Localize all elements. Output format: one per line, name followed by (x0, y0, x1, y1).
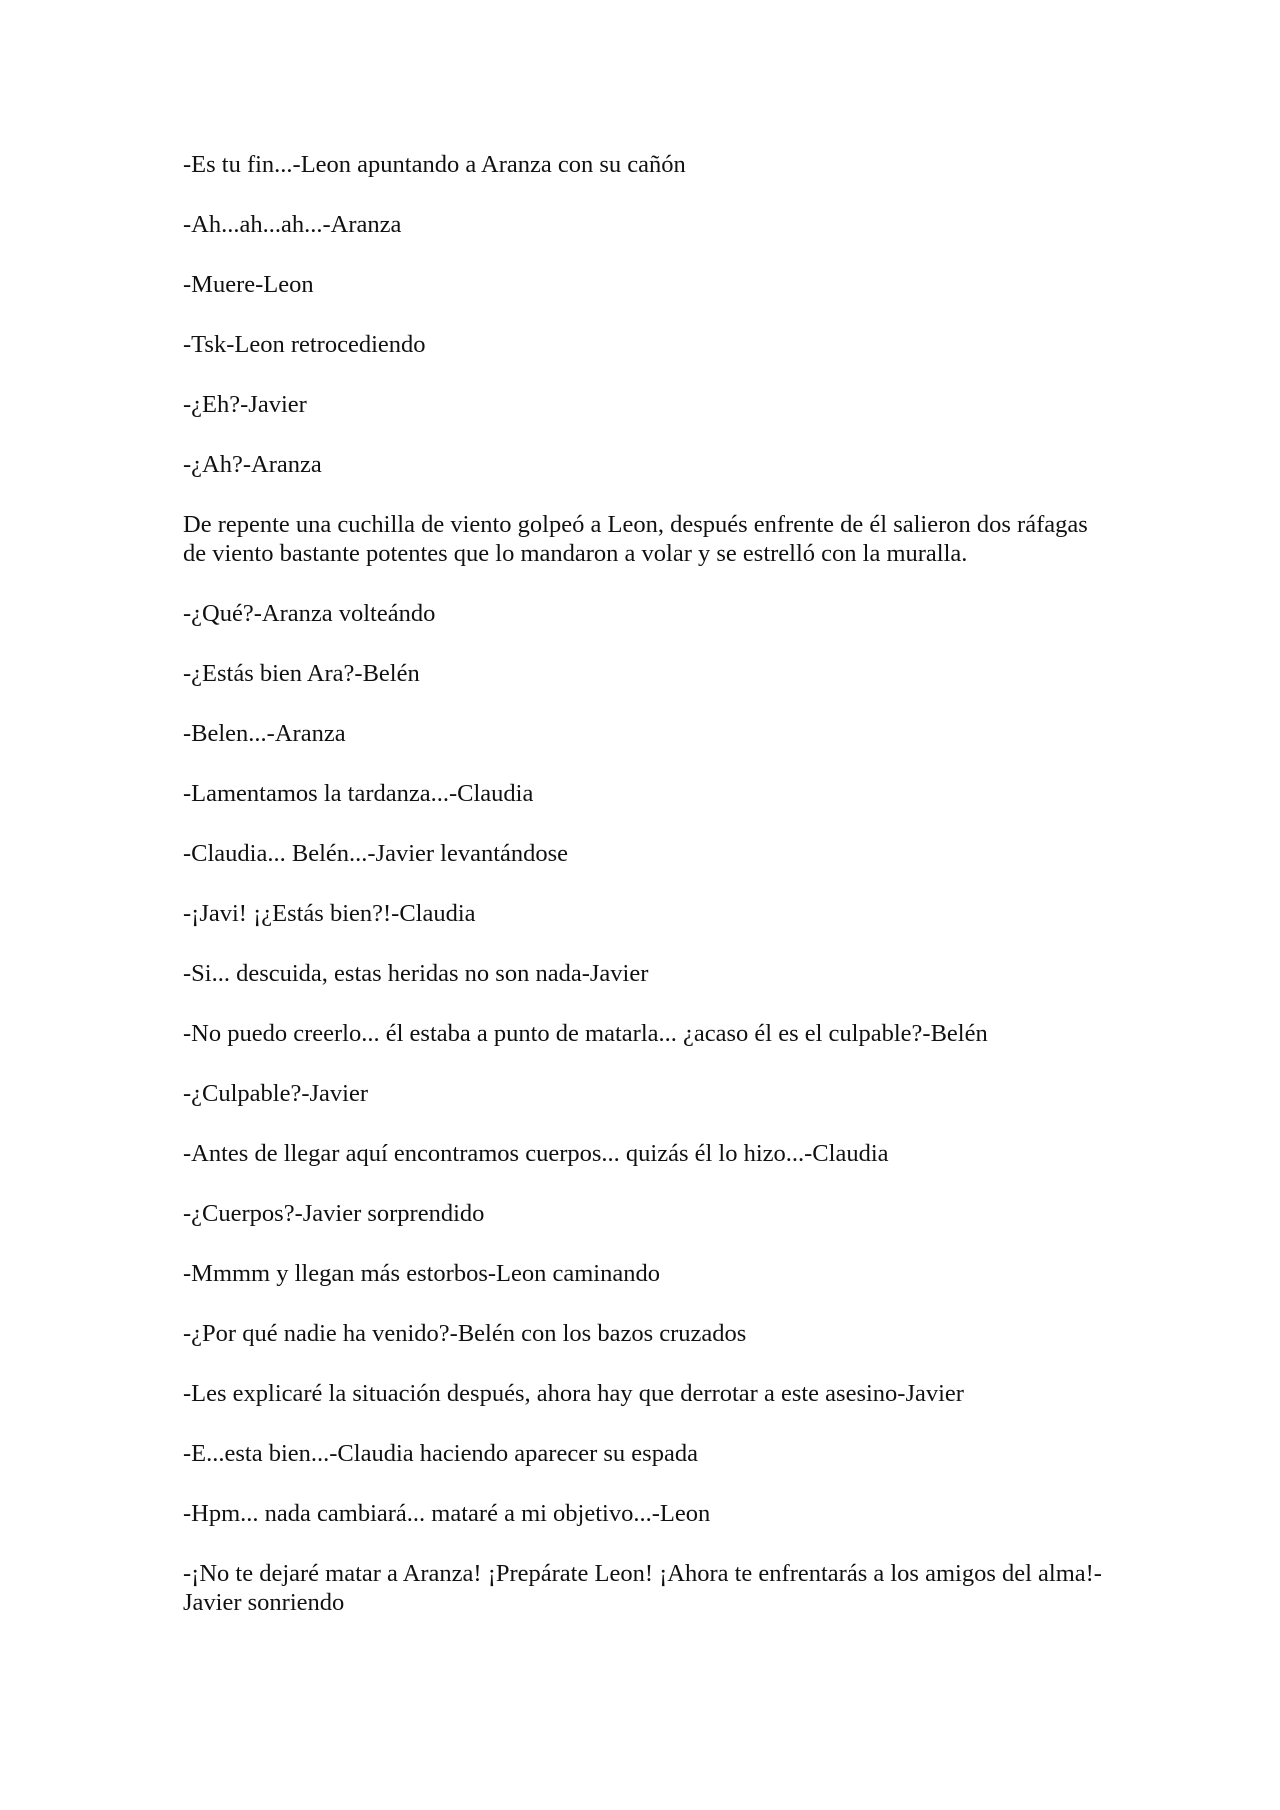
dialogue-line: -Tsk-Leon retrocediendo (183, 331, 426, 358)
dialogue-line: -¿Estás bien Ara?-Belén (183, 660, 420, 687)
dialogue-line: -Ah...ah...ah...-Aranza (183, 211, 402, 238)
dialogue-line: -Antes de llegar aquí encontramos cuerpos... quizás él lo hizo...-Claudia (183, 1140, 889, 1167)
dialogue-line: -¿Qué?-Aranza volteándo (183, 600, 436, 627)
dialogue-line: -Belen...-Aranza (183, 720, 346, 747)
dialogue-line: -Es tu fin...-Leon apuntando a Aranza con su cañón (183, 151, 686, 178)
dialogue-line: -Mmmm y llegan más estorbos-Leon caminando (183, 1260, 660, 1287)
dialogue-line: -¿Cuerpos?-Javier sorprendido (183, 1200, 485, 1227)
dialogue-line: -Hpm... nada cambiará... mataré a mi objetivo...-Leon (183, 1500, 711, 1527)
dialogue-line: -E...esta bien...-Claudia haciendo aparecer su espada (183, 1440, 698, 1467)
dialogue-line: -Les explicaré la situación después, ahora hay que derrotar a este asesino-Javier (183, 1380, 964, 1407)
document-body (183, 150, 1103, 1648)
dialogue-line: -¿Culpable?-Javier (183, 1080, 369, 1107)
dialogue-line: -Si... descuida, estas heridas no son nada-Javier (183, 960, 649, 987)
dialogue-line: -¿Ah?-Aranza (183, 451, 322, 478)
dialogue-line: -Muere-Leon (183, 271, 314, 298)
dialogue-line: -No puedo creerlo... él estaba a punto de matarla... ¿acaso él es el culpable?-Belén (183, 1020, 988, 1047)
dialogue-line: -¡No te dejaré matar a Aranza! ¡Prepárate Leon! ¡Ahora te enfrentarás a los amigos del alma!-Javier sonriendo (183, 1560, 1102, 1616)
dialogue-line: -¿Eh?-Javier (183, 391, 307, 418)
narration-paragraph: De repente una cuchilla de viento golpeó a Leon, después enfrente de él salieron dos ráfagas de viento bastante potentes que lo mandaron a volar y se estrelló con la muralla. (183, 511, 1088, 567)
dialogue-line: -¿Por qué nadie ha venido?-Belén con los bazos cruzados (183, 1320, 747, 1347)
dialogue-line: -Claudia... Belén...-Javier levantándose (183, 840, 569, 867)
dialogue-line: -Lamentamos la tardanza...-Claudia (183, 780, 534, 807)
dialogue-line: -¡Javi! ¡¿Estás bien?!-Claudia (183, 900, 476, 927)
